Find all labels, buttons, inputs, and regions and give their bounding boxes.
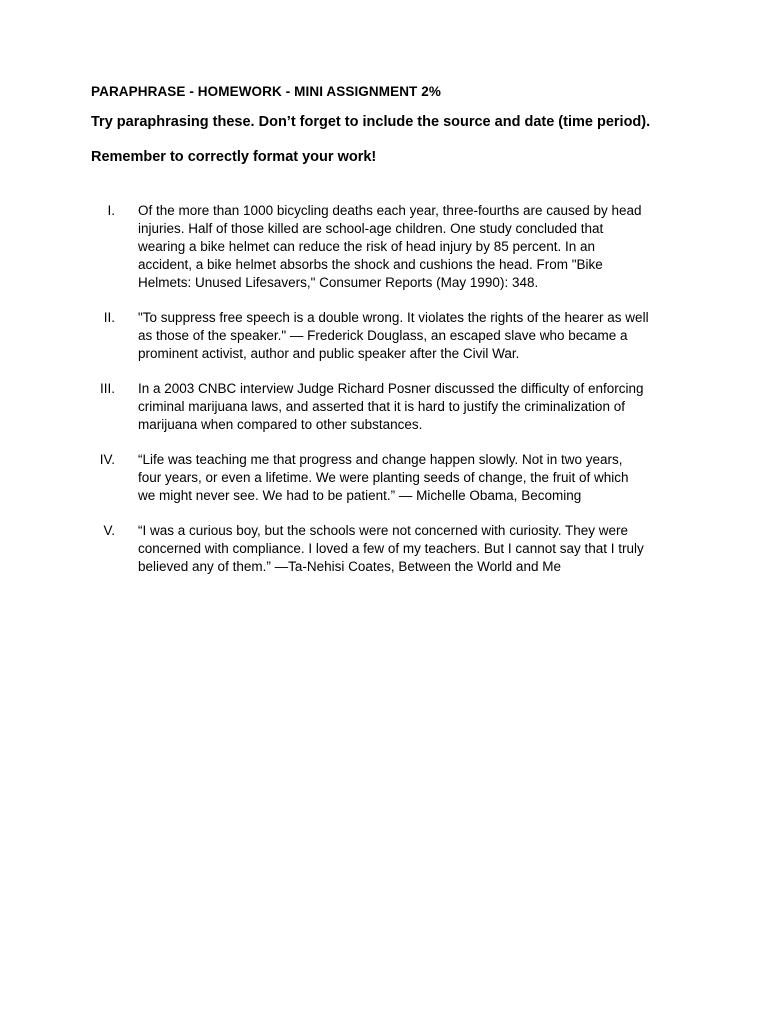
instruction-format: Remember to correctly format your work! xyxy=(91,149,377,165)
item-line: marijuana when compared to other substances. xyxy=(138,417,423,432)
item-line: Of the more than 1000 bicycling deaths each year, three-fourths are caused by head xyxy=(138,203,642,218)
item-line: “I was a curious boy, but the schools were not concerned with curiosity. They were xyxy=(138,523,628,538)
list-item xyxy=(91,309,691,363)
numbered-list xyxy=(91,202,691,593)
item-line: believed any of them.” —Ta-Nehisi Coates, Between the World and Me xyxy=(138,559,561,574)
item-numeral: IV. xyxy=(99,452,115,467)
item-line: In a 2003 CNBC interview Judge Richard Posner discussed the difficulty of enforcing xyxy=(138,381,644,396)
list-item xyxy=(91,522,691,576)
item-line: "To suppress free speech is a double wrong. It violates the rights of the hearer as well xyxy=(138,310,649,325)
item-line: accident, a bike helmet absorbs the shock and cushions the head. From "Bike xyxy=(138,257,603,272)
item-text xyxy=(138,451,691,505)
item-line: criminal marijuana laws, and asserted that it is hard to justify the criminalization of xyxy=(138,399,625,414)
item-line: as those of the speaker." — Frederick Douglass, an escaped slave who became a xyxy=(138,328,628,343)
item-text xyxy=(138,202,691,292)
instruction-paraphrase: Try paraphrasing these. Don’t forget to include the source and date (time period). xyxy=(91,114,651,130)
list-item xyxy=(91,380,691,434)
item-line: “Life was teaching me that progress and change happen slowly. Not in two years, xyxy=(138,452,623,467)
item-text xyxy=(138,522,691,576)
item-line: wearing a bike helmet can reduce the risk of head injury by 85 percent. In an xyxy=(138,239,596,254)
item-line: injuries. Half of those killed are school-age children. One study concluded that xyxy=(138,221,604,236)
item-numeral: I. xyxy=(107,203,115,218)
item-numeral: V. xyxy=(103,523,115,538)
item-line: concerned with compliance. I loved a few of my teachers. But I cannot say that I truly xyxy=(138,541,644,556)
item-text xyxy=(138,380,691,434)
item-numeral: II. xyxy=(103,310,115,325)
item-line: prominent activist, author and public speaker after the Civil War. xyxy=(138,346,520,361)
document-title: PARAPHRASE - HOMEWORK - MINI ASSIGNMENT 2% xyxy=(91,84,441,99)
item-line: four years, or even a lifetime. We were planting seeds of change, the fruit of which xyxy=(138,470,629,485)
item-line: we might never see. We had to be patient.” — Michelle Obama, Becoming xyxy=(138,488,582,503)
item-text xyxy=(138,309,691,363)
list-item xyxy=(91,451,691,505)
list-item xyxy=(91,202,691,292)
item-numeral: III. xyxy=(99,381,115,396)
item-line: Helmets: Unused Lifesavers," Consumer Reports (May 1990): 348. xyxy=(138,275,539,290)
